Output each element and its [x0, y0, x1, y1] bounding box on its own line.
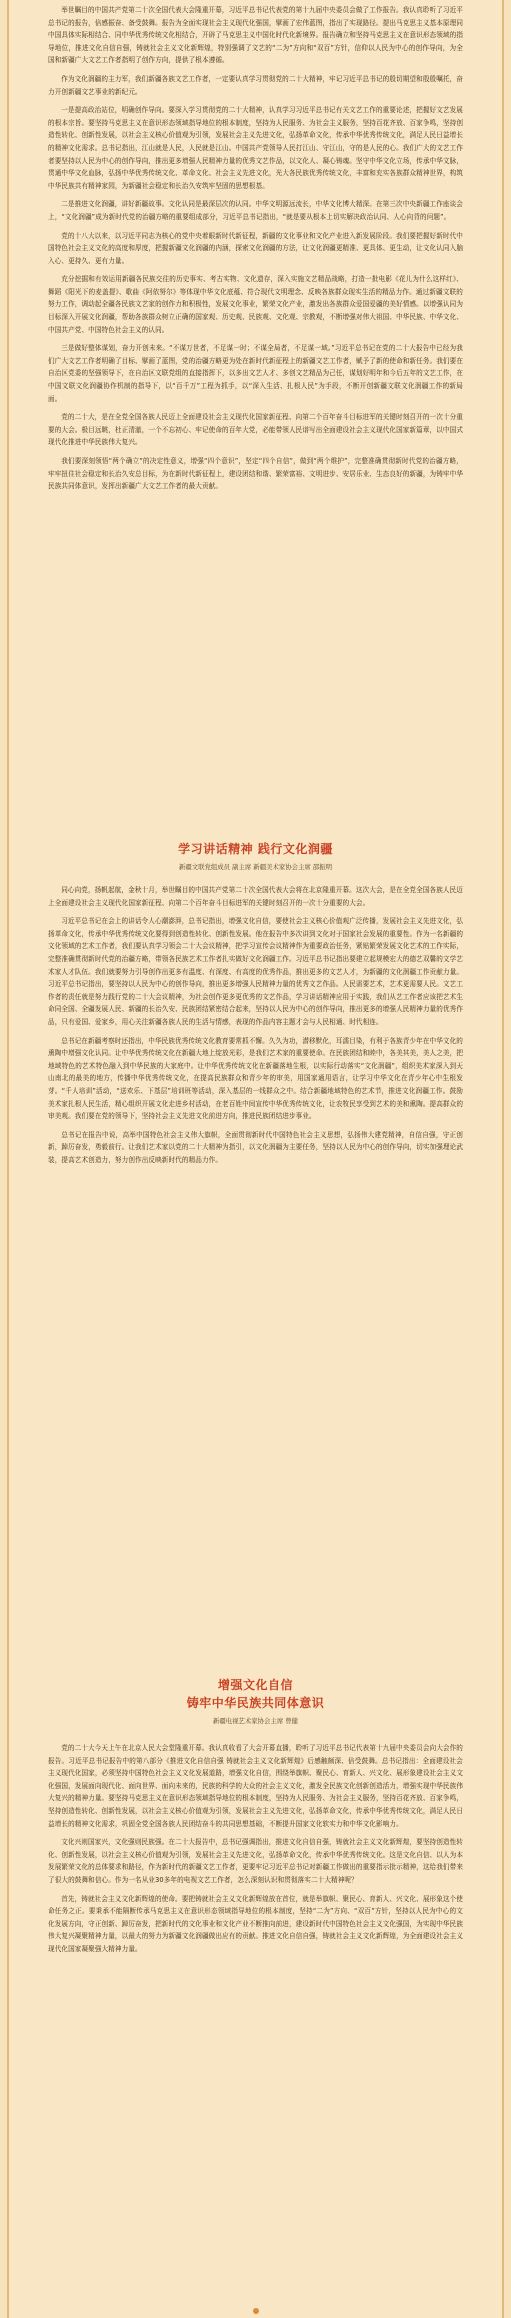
article-1-paragraph: 充分挖掘和有效运用新疆各民族交往的历史事实、考古实物、文化遗存，深入实施文艺精品战略，打造一批电影《花儿为什么这样红》、舞蹈《阳光下的麦盖提》、歌曲《阿依努尔》等体现中华文化底蕴、符合现代文明理念、反映各族群众现实生活的精品力作。通过新疆文联的努力工作，调动起全疆各民族文艺家的创作力和积极性，发展文化事业，繁荣文化产业，激发出各族群众爱国爱疆的美好情感。以增强认同为目标深入开展文化润疆，帮助各族群众树立正确的国家观、历史观、民族观、文化观、宗教观，不断增强对伟大祖国、中华民族、中华文化、中国共产党、中国特色社会主义的认同。: [48, 275, 464, 334]
article-1-paragraph: 一是提高政治站位，明确创作导向。要深入学习贯彻党的二十大精神，认真学习习近平总书记有关文艺工作的重要论述，把握好文艺发展的根本宗旨。要坚持马克思主义在意识形态领域指导地位的根本制度，坚持为人民服务、为社会主义服务，坚持百花齐放、百家争鸣，坚持创造性转化、创新性发展，以社会主义核心价值观为引领，发展社会主义先进文化，弘扬革命文化，传承中华优秀传统文化，满足人民日益增长的精神文化需求。总书记指出，江山就是人民，人民就是江山。中国共产党领导人民打江山、守江山，守的是人民的心。我们广大的文艺工作者要坚持以人民为中心的创作导向，推出更多增强人民精神力量的优秀文艺作品，以文化人、凝心铸魂。坚守中华文化立场，传承中华文脉，贯通中华文化血脉，弘扬中华优秀传统文化、革命文化、社会主义先进文化，光大各民族优秀传统文化，丰富和充实各族群众精神世界，构筑中华民族共有精神家园，为新疆社会稳定和长治久安筑牢坚固的思想根基。: [48, 106, 464, 190]
article-3-byline: 新疆电视艺术家协会主席 曾健: [212, 1717, 299, 1725]
article-2-body: [48, 884, 463, 1172]
article-1-body: [48, 4, 463, 499]
article-1-paragraph: 我们要深刻领悟“两个确立”的决定性意义，增强“四个意识”，坚定“四个自信”，做到“两个维护”，完整准确贯彻新时代党的治疆方略，牢牢扭住社会稳定和长治久安总目标，为在新时代新征程上，建设团结和谐、繁荣富裕、文明进步、安居乐业、生态良好的新疆，为铸牢中华民族共同体意识，发挥出新疆广大文艺工作者的最大贡献。: [48, 457, 464, 491]
article-1-paragraph: 党的十八大以来，以习近平同志为核心的党中央着眼新时代新征程，新疆的文化事业和文化产业进入新发展阶段。我们要把握好新时代中国特色社会主义文化的高度和厚度，把握新疆文化润疆的内涵，探索文化润疆的方法，让文化润疆更精准、更具体、更生动，让文化认同入脑入心、更持久、更有力量。: [48, 231, 464, 265]
article-1-paragraph: 党的二十大，是在全党全国各族人民迈上全面建设社会主义现代化国家新征程、向第二个百年奋斗目标进军的关键时刻召开的一次十分重要的大会。极目远眺，杜正清澈，一个不忘初心、牢记使命的百年大党，必能带领人民谱写出全面建设社会主义现代化国家新篇章，以中国式现代化推进中华民族伟大复兴。: [48, 413, 464, 447]
decorative-dot: [253, 2308, 259, 2314]
article-3-paragraph: 首先，铸就社会主义文化新辉煌的使命。要把铸就社会主义文化新辉煌放在首位，就是举旗帜、聚民心、育新人、兴文化、展形象这个使命任务之正。要秉承不能隔断传承马克思主义在意识形态领域指导地位的根本制度，坚持“二为”方向、“双百”方针，坚持以人民为中心的文化发展方向，守正创新、踔厉奋发，把新时代的文化事业和文化产业不断推向前进，建设新时代中国特色社会主义文化强国，为实现中华民族伟大复兴凝聚精神力量，以最大的努力为新疆文化润疆做出应有的贡献。推进文化自信自强，铸就社会主义文化新辉煌，为全面建设社会主义现代化国家凝聚强大精神力量。: [48, 1894, 464, 1953]
article-2-header: [48, 840, 463, 872]
article-2-paragraph: 总书记在报告中说，高举中国特色社会主义伟大旗帜，全面贯彻新时代中国特色社会主义思想，弘扬伟大建党精神，自信自强，守正创新，踔厉奋发，勇毅前行。让我们艺术家以党的二十大精神为指引，以文化润疆为主要任务，坚持以人民为中心的创作导向，切实加强理论武装，提高艺术创造力，努力创作出反映新时代的精品力作。: [48, 1130, 464, 1164]
article-1-paragraph: 二是推进文化润疆，讲好新疆故事。文化认同是最深层次的认同。中华文明源远流长，中华文化博大精深。在第三次中央新疆工作座谈会上，“文化润疆”成为新时代党的治疆方略的重要组成部分，习近平总书记指出，“就是要从根本上切实解决政治认同、人心向背的问题”。: [48, 200, 463, 221]
article-1-paragraph: 举世瞩目的中国共产党第二十次全国代表大会隆重开幕，习近平总书记代表党的第十九届中央委员会做了工作报告。我认真聆听了习近平总书记的报告，倍感振奋、备受鼓舞。报告为全面实现社会主义现代化强国，擘画了宏伟蓝图，指出了实现路径。提出马克思主义基本原理同中国具体实际相结合、同中华优秀传统文化相结合，开辟了马克思主义中国化时代化新境界。报告确立和坚持马克思主义在意识形态领域的指导地位，推进文化自信自强，铸就社会主义文化新辉煌，特别强调了文艺的“二为”方向和“双百”方针，信仰以人民为中心的创作导向，为全国和新疆广大文艺工作者指明了创作方向，提供了根本遵循。: [48, 6, 464, 65]
article-3-paragraph: 党的二十大今天上午在北京人民大会堂隆重开幕。我认真收看了大会开幕直播，聆听了习近平总书记代表第十九届中央委员会向大会作的报告。习近平总书记报告中的第八部分《推进文化自信自强 铸就社会主义文化新辉煌》后感触颇深、倍受鼓舞。总书记指出：全面建设社会主义现代化国家，必须坚持中国特色社会主义文化发展道路，增强文化自信，围绕举旗帜、聚民心、育新人、兴文化、展形象建设社会主义文化强国，发展面向现代化、面向世界、面向未来的，民族的科学的大众的社会主义文化，激发全民族文化创新创造活力，增强实现中华民族伟大复兴的精神力量。要坚持马克思主义在意识形态领域指导地位的根本制度，坚持为人民服务、为社会主义服务，坚持百花齐放、百家争鸣，坚持创造性转化、创新性发展，以社会主义核心价值观为引领，发展社会主义先进文化，弘扬革命文化，传承中华优秀传统文化，满足人民日益增长的精神文化需求，巩固全党全国各族人民团结奋斗的共同思想基础，不断提升国家文化软实力和中华文化影响力。: [48, 1744, 464, 1828]
article-3-paragraph: 文化兴则国家兴，文化强则民族强。在二十大报告中，总书记强调指出，推进文化自信自强，铸就社会主义文化新辉煌，要坚持创造性转化、创新性发展，以社会主义核心价值观为引领，发展社会主义先进文化，弘扬革命文化，传承中华优秀传统文化。这是文化自信、以人为本发展繁荣文化的总体要求和路径，作为新时代的新疆文艺工作者，更要牢记习近平总书记对新疆工作做出的重要指示批示精神，这给我们带来了很大的鼓舞和信心。作为一名从业30多年的电视文艺工作者，怎么深刻认识和贯彻落实二十大精神呢？: [48, 1838, 464, 1884]
article-3-title-line1: 增强文化自信: [217, 1678, 293, 1692]
article-2-byline: 新疆文联党组成员 副主席 新疆美术家协会主席 邵振明: [178, 863, 333, 871]
article-3-title-line2: 铸牢中华民族共同体意识: [186, 1696, 325, 1710]
article-1-paragraph: 三是做好整体谋划，奋力开创未来。“不谋万世者，不足谋一时；不谋全局者，不足谋一域。”习近平总书记在党的二十大报告中已经为我们广大文艺工作者明确了目标、擘画了蓝图，党的治疆方略更为处在新时代新征程上的新疆文艺工作者，赋予了新的使命和新任务。我们要在自治区党委的坚强领导下，在自治区文联党组的直接指挥下，以多出文艺人才、多创文艺精品为己任，谋划好明年和今后五年的文艺工作，在中国文联文化润疆协作机制的指导下，以“百千万”工程为抓手，以“深入生活、扎根人民”为手段，不断开创新疆文联文化润疆工作的新局面。: [48, 344, 464, 403]
article-2-paragraph: 同心向党，扬帆起航，金秋十月，举世瞩目的中国共产党第二十次全国代表大会将在北京隆重开幕。这次大会，是在全党全国各族人民迈上全面建设社会主义现代化国家新征程、向第二个百年奋斗目标进军的关键时刻召开的一次十分重要的大会。: [48, 886, 463, 907]
article-3-header: [48, 1676, 463, 1726]
article-3-body: [48, 1742, 463, 1962]
article-2-paragraph: 习近平总书记在会上的讲话令人心潮澎湃，总书记指出，增强文化自信，要使社会主义核心价值观广泛传播，发展社会主义先进文化，弘扬革命文化，传承中华优秀传统文化要得到创造性转化、创新性发展。他在报告中多次讲到文化对于国家社会发展的重要性。作为一名新疆的文化领域的艺术工作者，我们要认真学习领会二十大会议精神，把学习宣传会议精神作为重要政治任务，紧贴繁荣发展文化艺术的工作实际，完整准确贯彻新时代党的治疆方略，带领各民族艺术工作者扎实做好文化润疆工作。习近平总书记指出要建立起规模宏大的德艺双馨的文学艺术家人才队伍。我们就要努力引导创作出更多有温度、有深度、有高度的优秀作品，推出更多的文艺人才，为新疆的文化润疆工作贡献力量。习近平总书记指出，要坚持以人民为中心的创作导向，推出更多增强人民精神力量的优秀文艺作品。人民需要艺术，艺术更需要人民。文艺工作者的责任就是努力践行党的二十大会议精神，为社会创作更多更优秀的文艺作品，学习讲话精神应用于实践，我们从艺工作者应该把艺术生命同全国、全疆发展人民、新疆的长治久安、民族团结紧密结合起来，坚持以人民为中心的创作导向，推出更多的增强人民精神力量的优秀作品，只有爱国、爱家乡，用心关注新疆各族人民的生活与情感，表现的作品内容主题才会与人民相通、时代相连。: [48, 917, 464, 1026]
article-1-paragraph: 作为文化润疆的主力军，我们新疆各族文艺工作者，一定要认真学习贯彻党的二十大精神，牢记习近平总书记的殷切期望和殷殷嘱托，奋力开创新疆文艺事业的新纪元。: [48, 74, 463, 96]
article-2-paragraph: 总书记在新疆考察时还指出，中华民族优秀传统文化教育要常抓不懈。久久为功，潜移默化，耳濡目染，有利于各族青少年在中华文化的熏陶中增强文化认同。让中华优秀传统文化在新疆大地上绽放光彩，是我们艺术家的重要使命。在民族团结和睦中，各美其美，美人之美，把地域特色的艺术特色融入到中华民族的大家庭中。让中华优秀传统文化在新疆落地生根，以实际行动落实“文化润疆”，组织美术家深入到天山南北的最美的地方，传播中华优秀传统文化，在提高民族群众和青少年的审美，用国家通用语言，让学习中华文化在青少年心中生根发芽。“千人培训”活动，“送欢乐、下基层”培训班等活动，深入基层的一线群众之中。结合新疆地域特色的艺术节，推进文化润疆工作。鼓励美术家扎根人民生活，精心组织开展文化走进乡村活动，在老百姓中间宣传中华优秀传统文化，让农牧民享受到艺术的美和熏陶。提高群众的审美观。我们要在党的领导下，坚持社会主义先进文化前进方向，推进民族团结进步事业。: [48, 1036, 464, 1121]
article-2-title: 学习讲话精神 践行文化润疆: [178, 842, 333, 856]
